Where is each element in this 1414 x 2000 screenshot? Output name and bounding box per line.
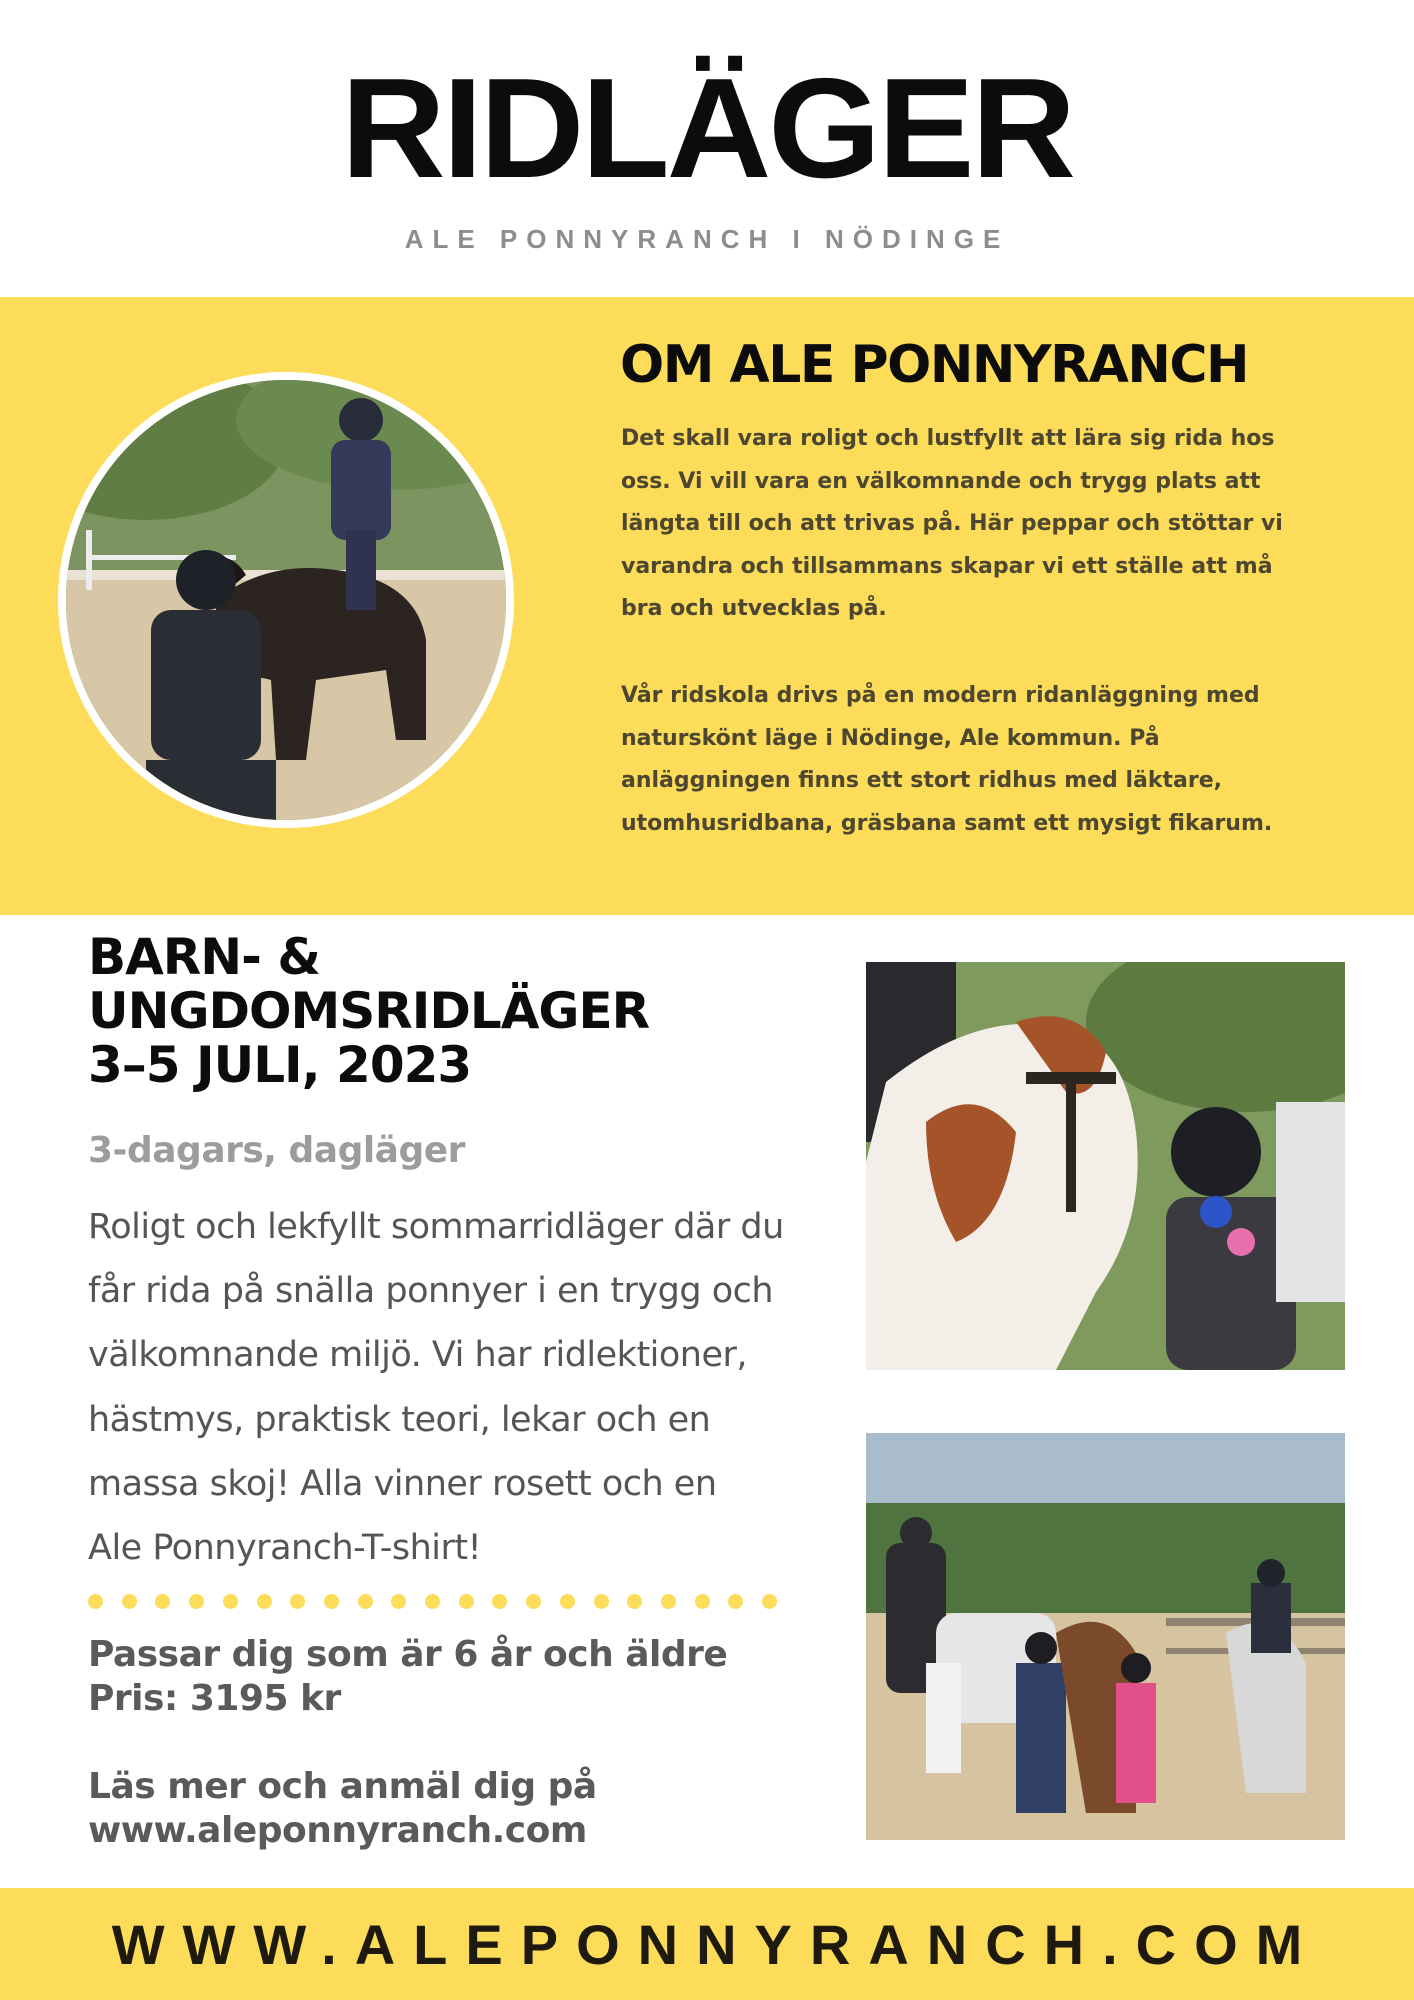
divider-dot	[560, 1594, 575, 1609]
divider-dot	[223, 1594, 238, 1609]
divider-dot	[695, 1594, 710, 1609]
divider-dot	[492, 1594, 507, 1609]
divider-dot	[728, 1594, 743, 1609]
about-paragraph-1: Det skall vara roligt och lustfyllt att lära sig rida hos oss. Vi vill vara en välkomnande och trygg plats att längta till och att trivas på. Här peppar och stöttar vi varandra och tillsammans skapar vi ett ställe att må bra och utvecklas på.	[621, 426, 1283, 621]
camp-suitability: Passar dig som är 6 år och äldre	[88, 1634, 728, 1675]
camp-description-line: Roligt och lekfyllt sommarridläger där du	[88, 1207, 784, 1247]
pony-girl-photo	[866, 962, 1345, 1370]
more-info	[88, 1765, 597, 1853]
more-info-text: Läs mer och anmäl dig på	[88, 1766, 597, 1807]
about-paragraph-2: Vår ridskola drivs på en modern ridanläggning med naturskönt läge i Nödinge, Ale kommun. På anläggningen finns ett stort ridhus med läktare, utomhusridbana, gräsbana samt ett mysigt fikarum.	[621, 683, 1273, 836]
rider-portrait-photo	[58, 372, 514, 828]
divider-dot	[88, 1594, 103, 1609]
camp-heading-line-2: UNGDOMSRIDLÄGER	[88, 982, 650, 1040]
camp-heading-line-3: 3–5 JULI, 2023	[88, 1036, 472, 1094]
camp-description-line: hästmys, praktisk teori, lekar och en	[88, 1399, 711, 1440]
pony-girl-illustration	[866, 962, 1345, 1370]
camp-type: 3-dagars, dagläger	[88, 1130, 465, 1171]
divider-dot	[122, 1594, 137, 1609]
about-heading: OM ALE PONNYRANCH	[620, 335, 1249, 395]
camp-price: Pris: 3195 kr	[88, 1678, 341, 1719]
divider-dot	[425, 1594, 440, 1609]
page-title: RIDLÄGER	[341, 49, 1073, 208]
camp-heading-line-1: BARN- &	[88, 928, 320, 986]
group-riders-illustration	[866, 1433, 1345, 1840]
page-subtitle: ALE PONNYRANCH I NÖDINGE	[404, 224, 1010, 254]
camp-description-line: får rida på snälla ponnyer i en trygg och	[88, 1271, 774, 1312]
divider-dot	[391, 1594, 406, 1609]
group-riders-photo	[866, 1433, 1345, 1840]
divider-dot	[358, 1594, 373, 1609]
divider-dot	[594, 1594, 609, 1609]
camp-details	[88, 1633, 727, 1721]
camp-description-line: välkomnande miljö. Vi har ridlektioner,	[88, 1335, 748, 1376]
divider-dot	[257, 1594, 272, 1609]
divider-dot	[459, 1594, 474, 1609]
camp-description-line: Ale Ponnyranch-T-shirt!	[88, 1528, 482, 1569]
divider-dot	[189, 1594, 204, 1609]
camp-description	[88, 1195, 828, 1580]
divider-dot	[762, 1594, 777, 1609]
divider-dot	[324, 1594, 339, 1609]
divider-dot	[155, 1594, 170, 1609]
dotted-divider	[88, 1594, 778, 1610]
camp-description-line: massa skoj! Alla vinner rosett och en	[88, 1463, 717, 1504]
more-info-link[interactable]: www.aleponnyranch.com	[88, 1810, 587, 1851]
divider-dot	[661, 1594, 676, 1609]
divider-dot	[526, 1594, 541, 1609]
footer-url-link[interactable]: WWW.ALEPONNYRANCH.COM	[111, 1913, 1321, 1976]
rider-portrait-illustration	[66, 380, 506, 820]
divider-dot	[627, 1594, 642, 1609]
divider-dot	[290, 1594, 305, 1609]
camp-heading	[88, 930, 788, 1092]
